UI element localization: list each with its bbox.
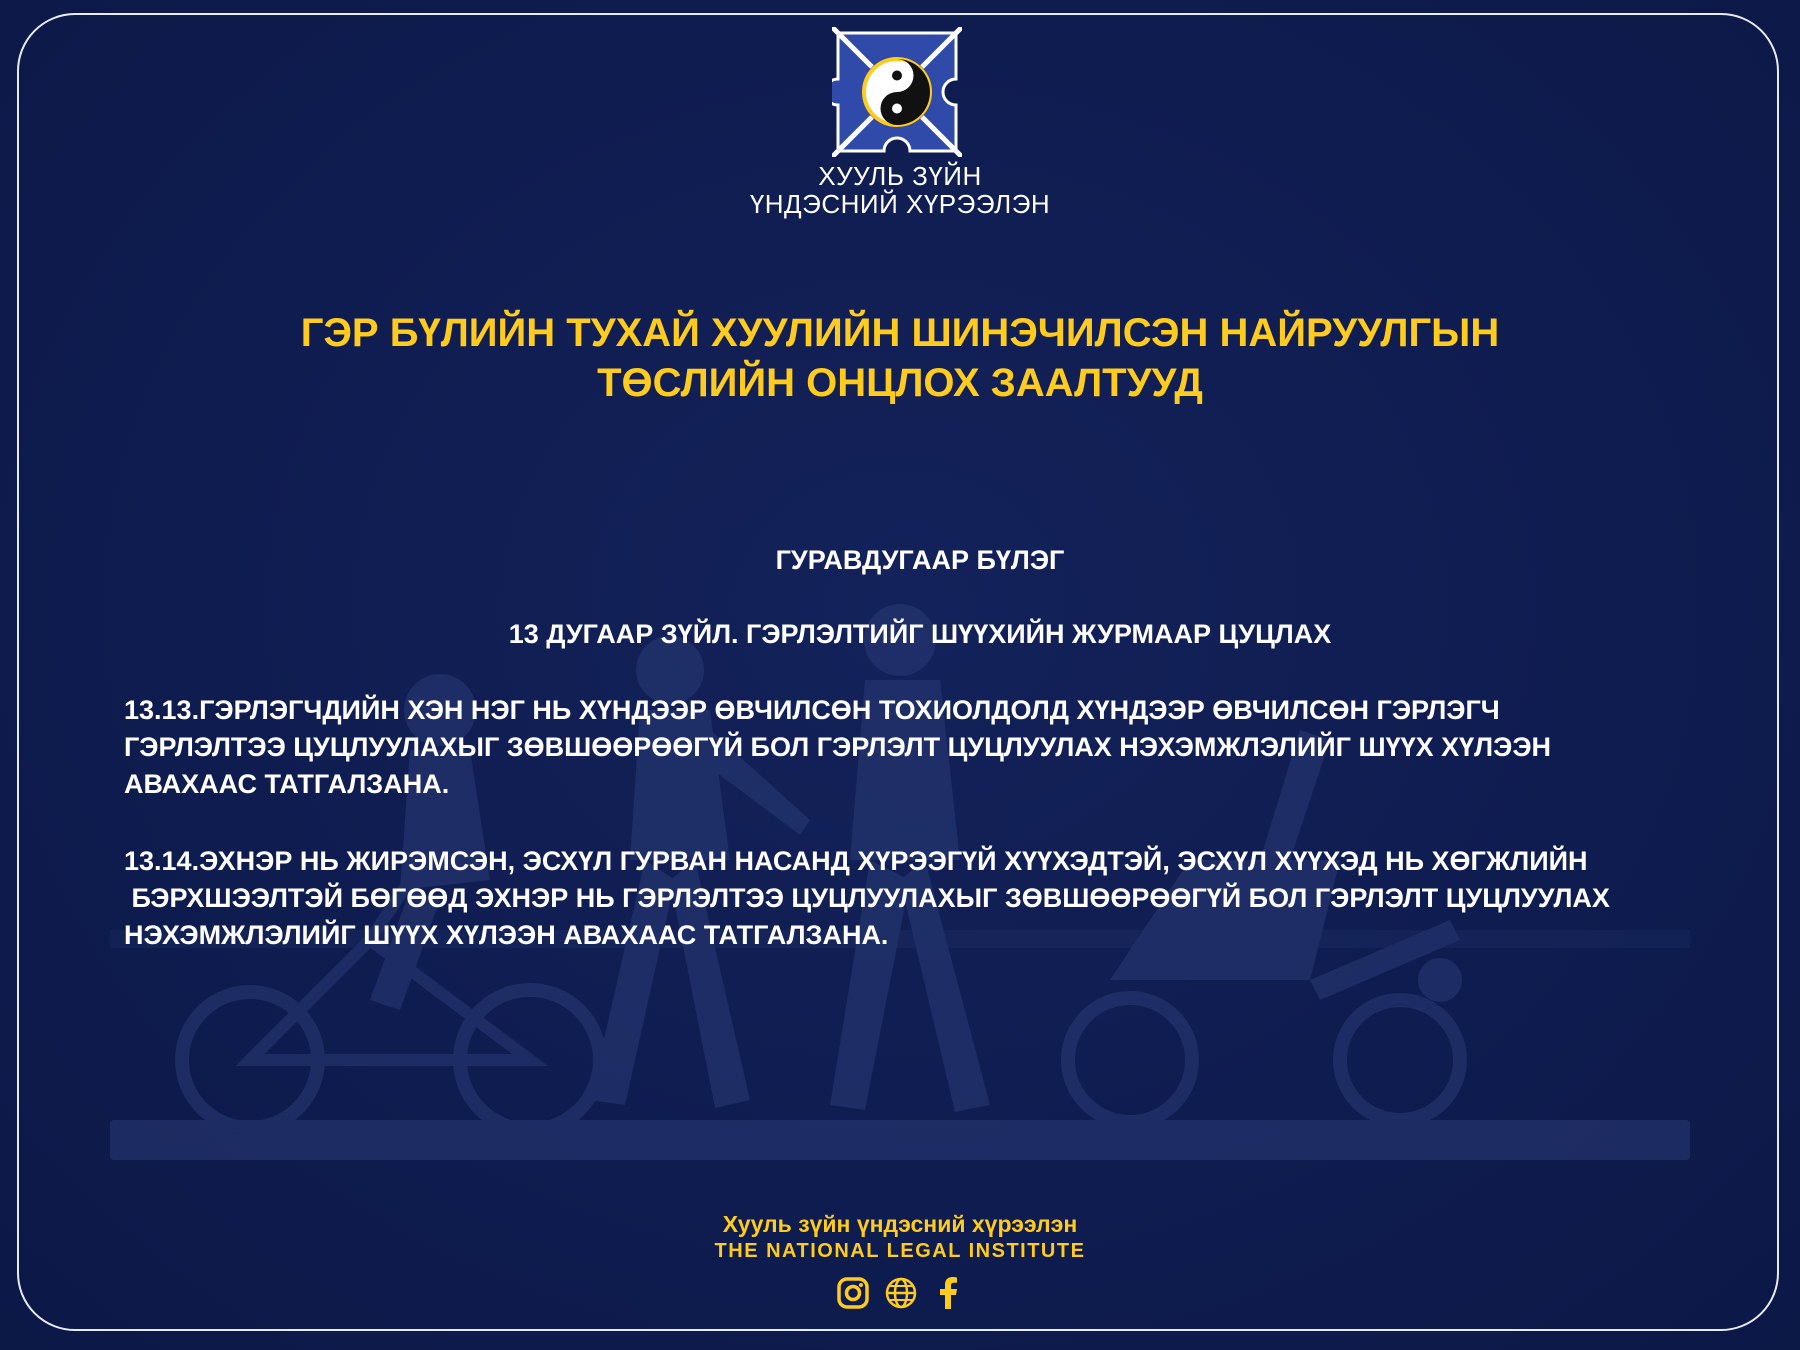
paragraph-line: БЭРХШЭЭЛТЭЙ БӨГӨӨД ЭХНЭР НЬ ГЭРЛЭЛТЭЭ ЦУЦЛУУЛАХЫГ ЗӨВШӨӨРӨӨГҮЙ БОЛ ГЭРЛЭЛТ ЦУЦЛУУЛАХ	[124, 883, 1610, 913]
logo-caption-line2: ҮНДЭСНИЙ ХҮРЭЭЛЭН	[749, 189, 1051, 219]
paragraph-line: ГЭРЛЭЛТЭЭ ЦУЦЛУУЛАХЫГ ЗӨВШӨӨРӨӨГҮЙ БОЛ ГЭРЛЭЛТ ЦУЦЛУУЛАХ НЭХЭМЖЛЭЛИЙГ ШҮҮХ ХҮЛЭЭН	[124, 732, 1552, 762]
facebook-icon[interactable]	[932, 1276, 966, 1310]
paragraph-line: 13.13.ГЭРЛЭГЧДИЙН ХЭН НЭГ НЬ ХҮНДЭЭР ӨВЧИЛСӨН ТОХИОЛДОЛД ХҮНДЭЭР ӨВЧИЛСӨН ГЭРЛЭГЧ	[124, 695, 1500, 725]
title-line2: ТӨСЛИЙН ОНЦЛОХ ЗААЛТУУД	[597, 361, 1203, 405]
paragraph-line: НЭХЭМЖЛЭЛИЙГ ШҮҮХ ХҮЛЭЭН АВАХААС ТАТГАЛЗАНА.	[124, 920, 889, 950]
globe-icon[interactable]	[884, 1276, 918, 1310]
logo-caption	[650, 162, 1150, 218]
yin-yang-puzzle-logo-icon	[832, 27, 962, 157]
instagram-icon[interactable]	[836, 1276, 870, 1310]
footer-name-en: THE NATIONAL LEGAL INSTITUTE	[714, 1240, 1086, 1262]
social-links	[836, 1275, 966, 1311]
logo-caption-line1: ХУУЛЬ ЗҮЙН	[818, 161, 982, 191]
paragraph-line: 13.14.ЭХНЭР НЬ ЖИРЭМСЭН, ЭСХҮЛ ГУРВАН НАСАНД ХҮРЭЭГҮЙ ХҮҮХЭДТЭЙ, ЭСХҮЛ ХҮҮХЭД НЬ ХӨГЖЛИЙН	[124, 846, 1588, 876]
paragraph-13-14	[124, 843, 1734, 954]
footer-name-mn: Хууль зүйн үндэсний хүрээлэн	[722, 1211, 1078, 1237]
paragraph-13-13	[124, 692, 1734, 803]
article-heading: 13 ДУГААР ЗҮЙЛ. ГЭРЛЭЛТИЙГ ШҮҮХИЙН ЖУРМААР ЦУЦЛАХ	[508, 619, 1332, 649]
paragraph-line: АВАХААС ТАТГАЛЗАНА.	[124, 769, 450, 799]
page-title	[100, 308, 1700, 408]
chapter-heading: ГУРАВДУГААР БҮЛЭГ	[775, 545, 1065, 575]
title-line1: ГЭР БҮЛИЙН ТУХАЙ ХУУЛИЙН ШИНЭЧИЛСЭН НАЙРУУЛГЫН	[300, 311, 1500, 355]
